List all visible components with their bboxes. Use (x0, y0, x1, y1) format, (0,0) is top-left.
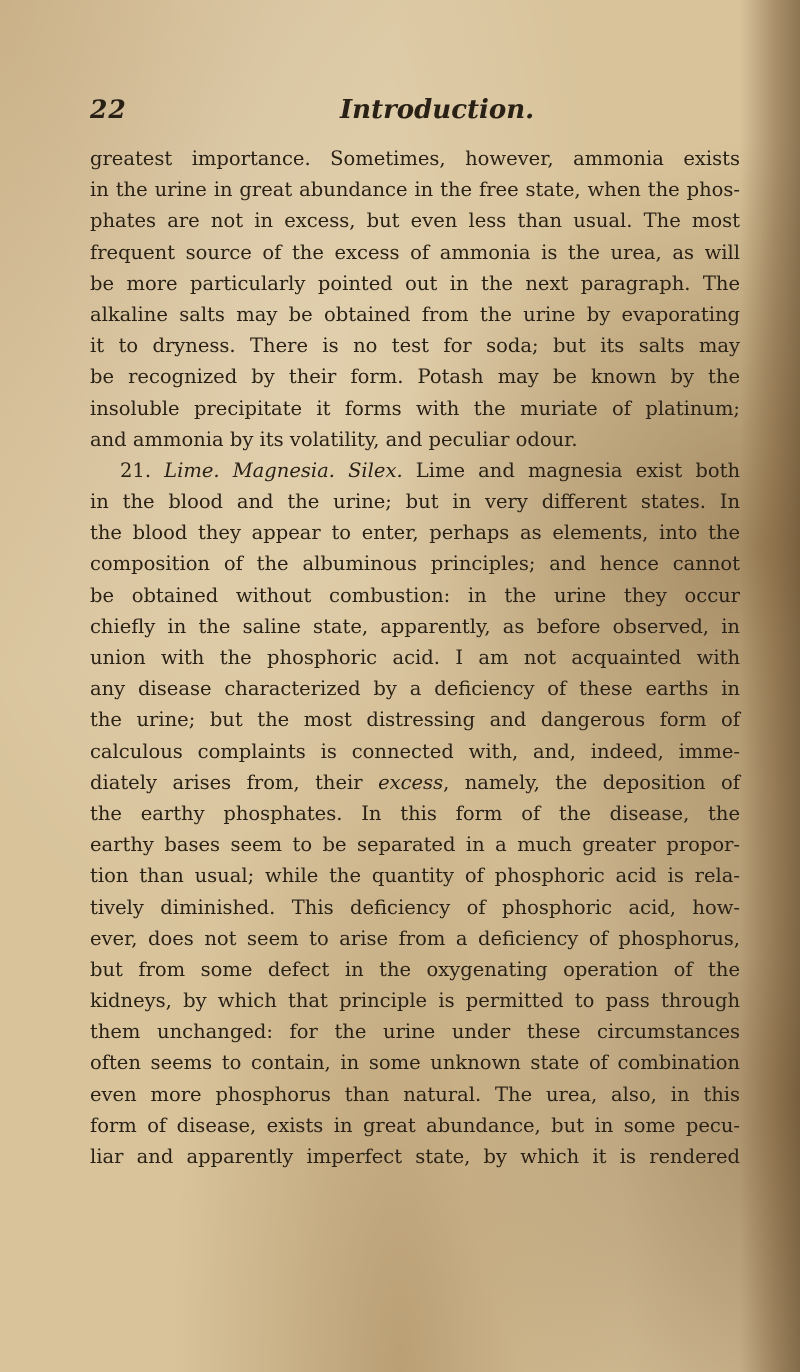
text-line: chiefly in the saline state, apparently, as before observed, in (90, 614, 740, 638)
text-line: insoluble precipitate it forms with the muriate of platinum; (90, 396, 740, 420)
text-line: be recognized by their form. Potash may be known by the (90, 365, 740, 389)
text-line: tively diminished. This deficiency of phosphoric acid, how- (90, 895, 740, 919)
line-before-emphasis: diately arises from, their (90, 770, 379, 794)
page-header (90, 95, 730, 135)
text-line: in the blood and the urine; but in very different states. In (90, 490, 740, 514)
text-line: in the urine in great abundance in the free state, when the phos- (90, 178, 740, 202)
text-line: liar and apparently imperfect state, by which it is rendered (90, 1145, 740, 1168)
text-line: ever, does not seem to arise from a deficiency of phosphorus, (90, 926, 740, 950)
text-line: form of disease, exists in great abundance, but in some pecu- (90, 1113, 740, 1137)
line-after-emphasis: , namely, the deposition of (443, 770, 740, 794)
section-21-first-line (90, 455, 740, 486)
text-line: them unchanged: for the urine under these circumstances (90, 1020, 740, 1044)
text-line: the earthy phosphates. In this form of the disease, the (90, 801, 740, 825)
page-edge-shadow (740, 0, 800, 1372)
text-line: union with the phosphoric acid. I am not acquainted with (90, 646, 740, 669)
text-line: be obtained without combustion: in the urine they occur (90, 583, 740, 607)
text-line: it to dryness. There is no test for soda; but its salts may (90, 334, 740, 358)
text-line: often seems to contain, in some unknown state of combination (90, 1051, 740, 1075)
text-line: even more phosphorus than natural. The urea, also, in this (90, 1082, 740, 1106)
text-line: the urine; but the most distressing and dangerous form of (90, 708, 740, 732)
text-line: but from some defect in the oxygenating operation of the (90, 957, 740, 981)
text-line: calculous complaints is connected with, and, indeed, imme- (90, 739, 740, 763)
text-line: be more particularly pointed out in the next paragraph. The (90, 271, 740, 295)
text-line: phates are not in excess, but even less than usual. The most (90, 209, 740, 233)
section-lead-text: Lime and magnesia exist both (415, 458, 741, 482)
text-line: any disease characterized by a deficiency of these earths in (90, 677, 740, 701)
body-text (90, 143, 740, 1172)
text-line: the blood they appear to enter, perhaps as elements, into the (90, 521, 740, 545)
text-line: greatest importance. Sometimes, however, ammonia exists (90, 147, 740, 170)
running-head: Introduction. (340, 95, 535, 125)
section-heading: Lime. Magnesia. Silex. (164, 458, 403, 482)
text-line: kidneys, by which that principle is permitted to pass through (90, 989, 740, 1013)
text-line: frequent source of the excess of ammonia is the urea, as will (90, 240, 740, 264)
paragraph-end-line: and ammonia by its volatility, and peculiar odour. (90, 427, 578, 451)
emphasized-word: excess (378, 770, 444, 794)
section-number: 21. (120, 458, 152, 482)
text-line: tion than usual; while the quantity of phosphoric acid is rela- (90, 864, 740, 888)
text-line: alkaline salts may be obtained from the urine by evaporating (90, 302, 740, 326)
text-line: composition of the albuminous principles; and hence cannot (90, 552, 740, 576)
page-number: 22 (90, 95, 127, 124)
text-line: earthy bases seem to be separated in a much greater propor- (90, 833, 740, 857)
text-line-with-emphasis (90, 767, 740, 798)
